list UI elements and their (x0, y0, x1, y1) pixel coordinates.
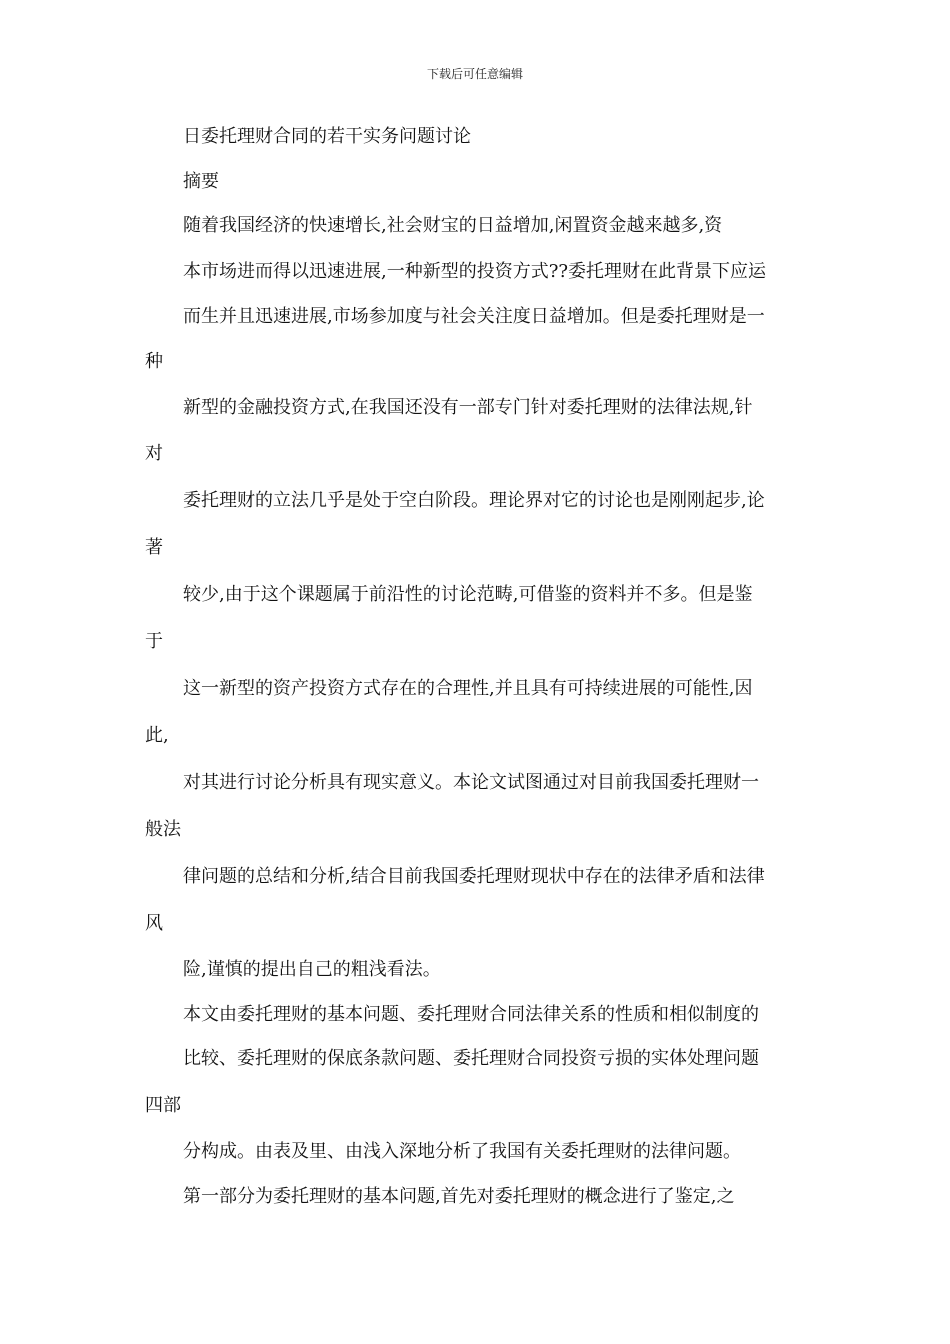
text-line: 律问题的总结和分析,结合目前我国委托理财现状中存在的法律矛盾和法律 (183, 866, 765, 887)
text-line: 本文由委托理财的基本问题、委托理财合同法律关系的性质和相似制度的 (183, 1004, 759, 1025)
text-line: 分构成。由表及里、由浅入深地分析了我国有关委托理财的法律问题。 (183, 1141, 741, 1162)
text-line: 此, (145, 725, 169, 746)
text-line: 较少,由于这个课题属于前沿性的讨论范畴,可借鉴的资料并不多。但是鉴 (183, 584, 753, 605)
text-line: 随着我国经济的快速增长,社会财宝的日益增加,闲置资金越来越多,资 (183, 215, 723, 236)
text-line: 著 (145, 537, 163, 558)
text-line: 本市场进而得以迅速进展,一种新型的投资方式??委托理财在此背景下应运 (183, 261, 767, 282)
text-line: 风 (145, 913, 163, 934)
text-line: 险,谨慎的提出自己的粗浅看法。 (183, 959, 441, 980)
abstract-heading: 摘要 (183, 171, 219, 192)
text-line: 对其进行讨论分析具有现实意义。本论文试图通过对目前我国委托理财一 (183, 772, 759, 793)
text-line: 种 (145, 351, 163, 372)
text-line: 比较、委托理财的保底条款问题、委托理财合同投资亏损的实体处理问题 (183, 1048, 759, 1069)
text-line: 对 (145, 443, 163, 464)
text-line: 于 (145, 631, 163, 652)
text-line: 般法 (145, 819, 181, 840)
text-line: 新型的金融投资方式,在我国还没有一部专门针对委托理财的法律法规,针 (183, 397, 753, 418)
text-line: 委托理财的立法几乎是处于空白阶段。理论界对它的讨论也是刚刚起步,论 (183, 490, 765, 511)
page-header-note: 下载后可任意编辑 (426, 67, 523, 81)
text-line: 这一新型的资产投资方式存在的合理性,并且具有可持续进展的可能性,因 (183, 678, 753, 699)
text-line: 第一部分为委托理财的基本问题,首先对委托理财的概念进行了鉴定,之 (183, 1186, 735, 1207)
text-line: 而生并且迅速进展,市场参加度与社会关注度日益增加。但是委托理财是一 (183, 306, 765, 327)
document-title: 日委托理财合同的若干实务问题讨论 (183, 126, 471, 147)
text-line: 四部 (145, 1095, 181, 1116)
